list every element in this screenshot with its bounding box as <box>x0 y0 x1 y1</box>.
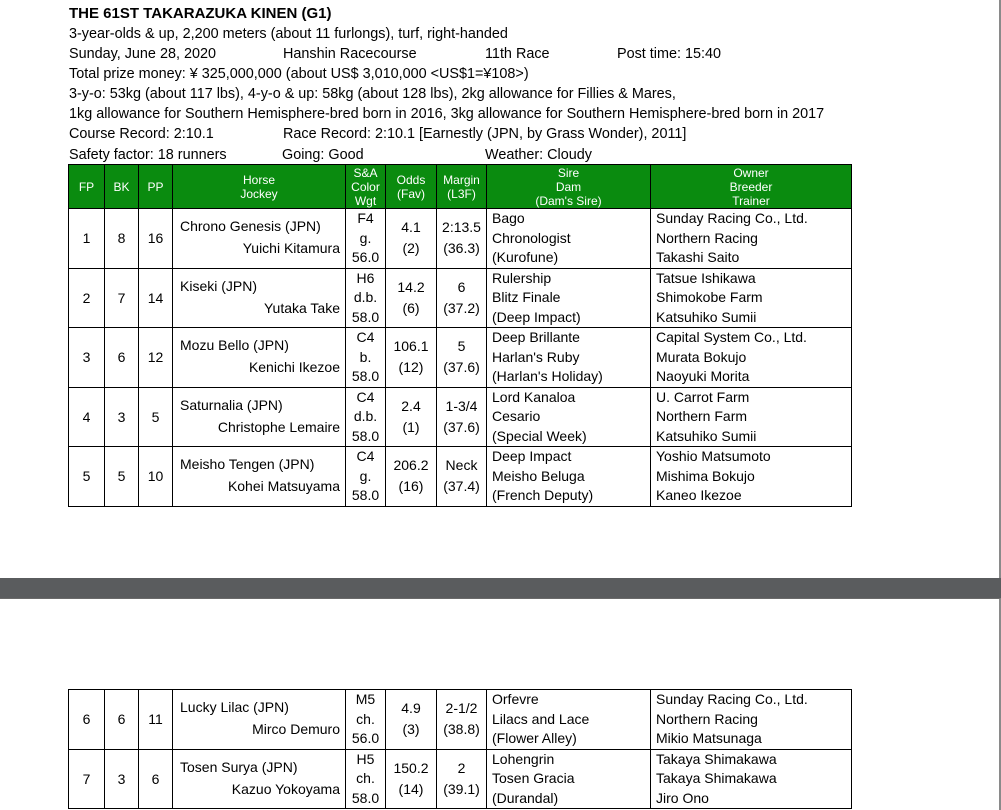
cell-pp: 5 <box>139 387 173 447</box>
col-header-horse <box>173 165 346 209</box>
header-horse: Horse <box>242 172 275 187</box>
col-header-bk: BK <box>105 165 139 209</box>
cell-bk: 3 <box>105 749 139 809</box>
results-body-continued <box>69 690 852 809</box>
weight-carried: 58.0 <box>351 427 380 444</box>
header-l3f: (L3F) <box>447 186 476 201</box>
header-jockey: Jockey <box>240 186 278 201</box>
dams-sire: (Kurofune) <box>492 249 559 265</box>
dams-sire: (French Deputy) <box>492 487 594 503</box>
margin: 2:13.5 <box>442 219 481 236</box>
horse-name: Chrono Genesis (JPN) <box>180 218 321 234</box>
cell-connections <box>651 690 852 750</box>
breeder: Northern Farm <box>656 408 748 424</box>
trainer: Katsuhiko Sumii <box>656 308 757 325</box>
odds: 2.4 <box>401 397 421 414</box>
trainer: Takashi Saito <box>656 249 740 265</box>
breeder: Northern Racing <box>656 229 758 246</box>
cell-odds <box>386 268 437 328</box>
cell-horse-jockey <box>173 387 346 447</box>
cell-sa-color-wgt <box>346 209 386 269</box>
col-header-sa <box>346 165 386 209</box>
last-3f: (39.1) <box>443 780 480 797</box>
weight-carried: 56.0 <box>351 249 380 265</box>
cell-connections <box>651 268 852 328</box>
trainer: Naoyuki Morita <box>656 368 750 384</box>
last-3f: (37.2) <box>443 299 480 316</box>
race-title: THE 61ST TAKARAZUKA KINEN (G1) <box>69 5 332 22</box>
cell-horse-jockey <box>173 328 346 388</box>
odds: 4.9 <box>401 700 421 717</box>
weight-carried: 56.0 <box>351 730 380 746</box>
last-3f: (37.4) <box>443 478 480 495</box>
cell-bk: 7 <box>105 268 139 328</box>
cell-sa-color-wgt <box>346 268 386 328</box>
header-sa: S&A <box>353 165 378 180</box>
conditions-line <box>69 145 949 165</box>
race-record: Race Record: 2:10.1 [Earnestly (JPN, by Grass Wonder), 2011] <box>283 126 687 143</box>
cell-pp: 6 <box>139 749 173 809</box>
table-row <box>69 328 852 388</box>
header-fav: (Fav) <box>397 186 425 201</box>
favorite-rank: (1) <box>402 418 420 435</box>
cell-pp: 11 <box>139 690 173 750</box>
cell-odds <box>386 447 437 507</box>
sex-age: H6 <box>356 269 375 286</box>
cell-odds <box>386 690 437 750</box>
cell-fp: 2 <box>69 268 105 328</box>
cell-connections <box>651 209 852 269</box>
weight-conditions-2: 1kg allowance for Southern Hemisphere-bred born in 2016, 3kg allowance for Southern Hemisphere-bred born in 2017 <box>69 106 825 123</box>
post-time: Post time: 15:40 <box>617 46 721 63</box>
dams-sire: (Harlan's Holiday) <box>492 368 603 384</box>
sex-age: C4 <box>356 388 375 405</box>
dam: Meisho Beluga <box>492 467 585 484</box>
cell-pedigree <box>487 209 651 269</box>
results-body <box>69 209 852 507</box>
dams-sire: (Special Week) <box>492 427 587 444</box>
cell-sa-color-wgt <box>346 690 386 750</box>
jockey-name: Kenichi Ikezoe <box>248 359 340 375</box>
cell-odds <box>386 387 437 447</box>
records-line <box>69 124 949 144</box>
margin: 5 <box>457 338 466 355</box>
jockey-name: Kohei Matsuyama <box>227 478 340 494</box>
cell-margin <box>437 749 487 809</box>
breeder: Shimokobe Farm <box>656 289 763 305</box>
col-header-odds <box>386 165 437 209</box>
owner: U. Carrot Farm <box>656 388 750 405</box>
horse-color: g. <box>359 467 372 484</box>
horse-name: Kiseki (JPN) <box>180 277 258 294</box>
cell-sa-color-wgt <box>346 749 386 809</box>
breeder: Northern Racing <box>656 710 758 727</box>
cell-margin <box>437 387 487 447</box>
header-margin: Margin <box>443 172 480 187</box>
horse-color: d.b. <box>353 408 378 424</box>
breeder: Murata Bokujo <box>656 348 747 365</box>
horse-name: Mozu Bello (JPN) <box>180 337 289 353</box>
dams-sire: (Flower Alley) <box>492 730 577 746</box>
col-header-fp: FP <box>69 165 105 209</box>
jockey-name: Yuichi Kitamura <box>242 240 340 256</box>
cell-bk: 6 <box>105 328 139 388</box>
dam: Blitz Finale <box>492 289 561 305</box>
margin: Neck <box>445 457 478 474</box>
odds: 4.1 <box>401 219 421 236</box>
sire: Rulership <box>492 269 552 286</box>
owner: Sunday Racing Co., Ltd. <box>656 691 808 707</box>
sex-age: F4 <box>357 210 374 226</box>
table-row <box>69 690 852 750</box>
cell-connections <box>651 447 852 507</box>
last-3f: (38.8) <box>443 721 480 738</box>
weight-carried: 58.0 <box>351 789 380 806</box>
sire: Bago <box>492 210 525 226</box>
header-wgt: Wgt <box>354 193 377 208</box>
cell-fp: 4 <box>69 387 105 447</box>
breeder: Takaya Shimakawa <box>656 770 777 786</box>
prize-money: Total prize money: ¥ 325,000,000 (about US$ 3,010,000 <US$1=¥108>) <box>69 66 529 83</box>
col-header-margin <box>437 165 487 209</box>
cell-bk: 3 <box>105 387 139 447</box>
safety-factor: Safety factor: 18 runners <box>69 146 227 163</box>
header-color: Color <box>351 179 380 194</box>
odds: 106.1 <box>393 338 429 355</box>
dam: Chronologist <box>492 229 571 246</box>
jockey-name: Mirco Demuro <box>252 721 340 737</box>
sire: Lohengrin <box>492 750 555 767</box>
cell-horse-jockey <box>173 209 346 269</box>
cell-bk: 6 <box>105 690 139 750</box>
last-3f: (37.6) <box>443 359 480 376</box>
cell-margin <box>437 447 487 507</box>
horse-color: b. <box>359 348 372 365</box>
owner: Tatsue Ishikawa <box>656 269 756 286</box>
sire: Deep Impact <box>492 448 572 464</box>
last-3f: (37.6) <box>443 418 480 435</box>
cell-odds <box>386 209 437 269</box>
weight-carried: 58.0 <box>351 487 380 503</box>
cell-horse-jockey <box>173 268 346 328</box>
cell-fp: 6 <box>69 690 105 750</box>
horse-color: g. <box>359 229 372 246</box>
cell-sa-color-wgt <box>346 447 386 507</box>
odds: 14.2 <box>397 278 425 295</box>
cell-fp: 3 <box>69 328 105 388</box>
header-trainer: Trainer <box>732 193 770 208</box>
race-number: 11th Race <box>485 46 550 63</box>
race-venue: Hanshin Racecourse <box>283 46 417 63</box>
trainer: Kaneo Ikezoe <box>656 487 742 503</box>
cell-margin <box>437 328 487 388</box>
jockey-name: Kazuo Yokoyama <box>231 780 340 797</box>
race-date: Sunday, June 28, 2020 <box>69 46 216 63</box>
results-table <box>68 164 852 507</box>
col-header-owner <box>651 165 852 209</box>
race-conditions: 3-year-olds & up, 2,200 meters (about 11 furlongs), turf, right-handed <box>69 26 508 42</box>
cell-margin <box>437 209 487 269</box>
weight-carried: 58.0 <box>351 368 380 384</box>
table-row <box>69 447 852 507</box>
horse-color: ch. <box>356 710 375 727</box>
sex-age: C4 <box>356 329 375 345</box>
header-breeder: Breeder <box>729 179 773 194</box>
favorite-rank: (6) <box>402 299 420 316</box>
cell-fp: 1 <box>69 209 105 269</box>
owner: Yoshio Matsumoto <box>656 448 771 464</box>
favorite-rank: (16) <box>398 478 424 495</box>
sex-age: H5 <box>356 750 375 767</box>
document-page-2 <box>0 598 1001 810</box>
weather: Weather: Cloudy <box>485 146 592 163</box>
favorite-rank: (14) <box>398 780 424 797</box>
cell-margin <box>437 690 487 750</box>
cell-pedigree <box>487 447 651 507</box>
table-row <box>69 387 852 447</box>
favorite-rank: (12) <box>398 359 424 376</box>
cell-fp: 7 <box>69 749 105 809</box>
trainer: Katsuhiko Sumii <box>656 427 757 444</box>
sex-age: M5 <box>355 691 376 707</box>
weight-conditions-1: 3-y-o: 53kg (about 117 lbs), 4-y-o & up: 58kg (about 128 lbs), 2kg allowance for Fillies & Mares, <box>69 86 676 103</box>
sire: Deep Brillante <box>492 329 580 345</box>
race-date-line <box>69 44 949 64</box>
dam: Harlan's Ruby <box>492 348 580 365</box>
page-gap <box>0 578 1001 598</box>
cell-horse-jockey <box>173 690 346 750</box>
results-table-continued <box>68 689 852 809</box>
margin: 2 <box>457 759 466 776</box>
horse-name: Tosen Surya (JPN) <box>180 758 298 775</box>
weight-carried: 58.0 <box>351 308 380 325</box>
cell-odds <box>386 749 437 809</box>
cell-pedigree <box>487 387 651 447</box>
horse-name: Lucky Lilac (JPN) <box>180 699 289 715</box>
cell-odds <box>386 328 437 388</box>
cell-horse-jockey <box>173 749 346 809</box>
cell-pp: 14 <box>139 268 173 328</box>
odds: 206.2 <box>393 457 429 474</box>
owner: Sunday Racing Co., Ltd. <box>656 210 808 226</box>
dams-sire: (Deep Impact) <box>492 308 581 325</box>
cell-pedigree <box>487 268 651 328</box>
course-record: Course Record: 2:10.1 <box>69 126 214 143</box>
owner: Capital System Co., Ltd. <box>656 329 807 345</box>
cell-connections <box>651 749 852 809</box>
cell-pedigree <box>487 749 651 809</box>
last-3f: (36.3) <box>443 240 480 257</box>
dam: Tosen Gracia <box>492 770 575 786</box>
cell-pedigree <box>487 328 651 388</box>
cell-sa-color-wgt <box>346 328 386 388</box>
favorite-rank: (2) <box>402 240 420 257</box>
race-header <box>69 4 949 165</box>
margin: 6 <box>457 278 466 295</box>
header-sire: Sire <box>557 165 580 180</box>
jockey-name: Christophe Lemaire <box>217 418 340 435</box>
cell-horse-jockey <box>173 447 346 507</box>
horse-color: ch. <box>356 770 375 786</box>
dam: Lilacs and Lace <box>492 710 590 727</box>
dam: Cesario <box>492 408 541 424</box>
cell-margin <box>437 268 487 328</box>
header-dam: Dam <box>555 179 582 194</box>
table-row <box>69 749 852 809</box>
margin: 1-3/4 <box>445 397 478 414</box>
cell-pp: 16 <box>139 209 173 269</box>
sire: Orfevre <box>492 691 539 707</box>
table-row <box>69 209 852 269</box>
trainer: Jiro Ono <box>656 789 709 806</box>
col-header-pp: PP <box>139 165 173 209</box>
horse-name: Saturnalia (JPN) <box>180 396 283 413</box>
sire: Lord Kanaloa <box>492 388 576 405</box>
table-header-row <box>69 165 852 209</box>
header-dams-sire: (Dam's Sire) <box>535 193 602 208</box>
cell-sa-color-wgt <box>346 387 386 447</box>
sex-age: C4 <box>356 448 375 464</box>
jockey-name: Yutaka Take <box>263 299 340 316</box>
breeder: Mishima Bokujo <box>656 467 755 484</box>
owner: Takaya Shimakawa <box>656 750 777 767</box>
horse-name: Meisho Tengen (JPN) <box>180 456 315 472</box>
header-owner: Owner <box>733 165 769 180</box>
table-row <box>69 268 852 328</box>
cell-connections <box>651 387 852 447</box>
col-header-sire <box>487 165 651 209</box>
cell-pedigree <box>487 690 651 750</box>
trainer: Mikio Matsunaga <box>656 730 762 746</box>
dams-sire: (Durandal) <box>492 789 559 806</box>
odds: 150.2 <box>393 759 429 776</box>
horse-color: d.b. <box>353 289 378 305</box>
cell-bk: 5 <box>105 447 139 507</box>
cell-connections <box>651 328 852 388</box>
cell-fp: 5 <box>69 447 105 507</box>
favorite-rank: (3) <box>402 721 420 738</box>
header-odds: Odds <box>396 172 426 187</box>
cell-pp: 10 <box>139 447 173 507</box>
margin: 2-1/2 <box>445 700 478 717</box>
cell-bk: 8 <box>105 209 139 269</box>
going: Going: Good <box>282 146 364 163</box>
cell-pp: 12 <box>139 328 173 388</box>
